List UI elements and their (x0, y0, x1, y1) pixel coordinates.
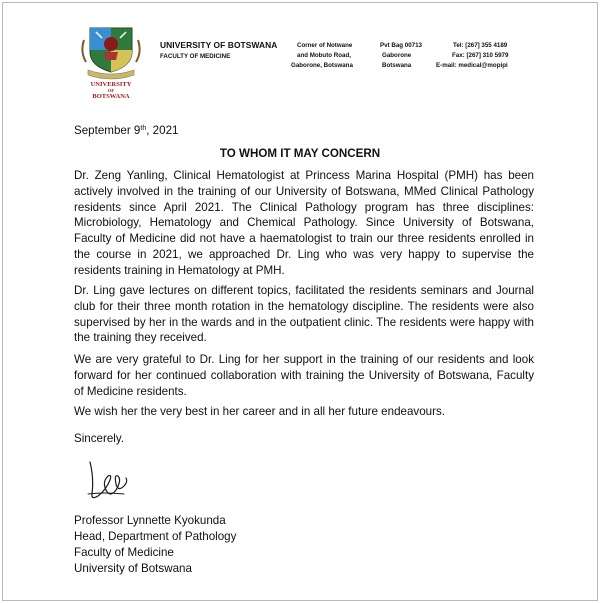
postal-line: Gaborone (382, 52, 412, 59)
postal-line: Pvt Bag 00713 (380, 42, 422, 49)
body-paragraph: We wish her the very best in her career and in all her future endeavours. (74, 405, 445, 418)
handwritten-signature (84, 456, 134, 504)
letter-title: TO WHOM IT MAY CONCERN (219, 147, 381, 160)
address-line: Gaborone, Botswana (291, 62, 353, 69)
logo-text-mid: OF (107, 88, 115, 93)
university-crest-logo (76, 22, 148, 100)
signatory-name: Professor Lynnette Kyokunda (74, 514, 226, 527)
university-name: UNIVERSITY OF BOTSWANA (160, 40, 278, 50)
signatory-faculty: Faculty of Medicine (74, 545, 174, 559)
date-ordinal: th (140, 125, 147, 132)
logo-text-top: UNIVERSITY (90, 81, 132, 88)
contact-line: Fax: [267] 310 5979 (452, 52, 509, 59)
body-paragraph: Dr. Zeng Yanling, Clinical Hematologist at Princess Marina Hospital (PMH) has been actively involved in the training of our University of Botswana, MMed Clinical Pathology residents since April 2021. The Clinical Pathology program has three disciplines: Microbiology, Hematology and Chemical Pathology. Since University of Botswana, Faculty of Medicine did not have a haematologist to train our three residents enrolled in the course in 2021, we approached Dr. Ling who was very happy to supervise the residents training in Hematology at PMH. (74, 169, 534, 277)
address-line: Corner of Notwane (297, 42, 353, 49)
date-year: , 2021 (146, 124, 179, 137)
logo-text-bottom: BOTSWANA (92, 93, 130, 100)
signatory-university: University of Botswana (74, 561, 192, 575)
closing: Sincerely. (74, 432, 125, 445)
date-month-day: September 9 (74, 124, 141, 137)
contact-line: Tel: [267] 355 4189 (453, 42, 508, 49)
body-paragraph: Dr. Ling gave lectures on different topics, facilitated the residents seminars and Journal club for their three month rotation in the hematology discipline. The residents were also supervised by her in the wards and in the outpatient clinic. The residents were happy with the training they received. (74, 284, 534, 345)
signatory-block (74, 513, 236, 577)
address-line: and Mobuto Road, (297, 52, 351, 59)
body-paragraph: We are very grateful to Dr. Ling for her support in the training of our residents and look forward for her continued collaboration with training the University of Botswana, Faculty of Medicine residents. (74, 353, 534, 398)
postal-line: Botswana (382, 62, 412, 69)
contact-line: E-mail: medical@mopipi (436, 62, 508, 69)
signatory-title: Head, Department of Pathology (74, 529, 237, 543)
faculty-name: FACULTY OF MEDICINE (160, 53, 231, 60)
letter-date (74, 124, 178, 137)
